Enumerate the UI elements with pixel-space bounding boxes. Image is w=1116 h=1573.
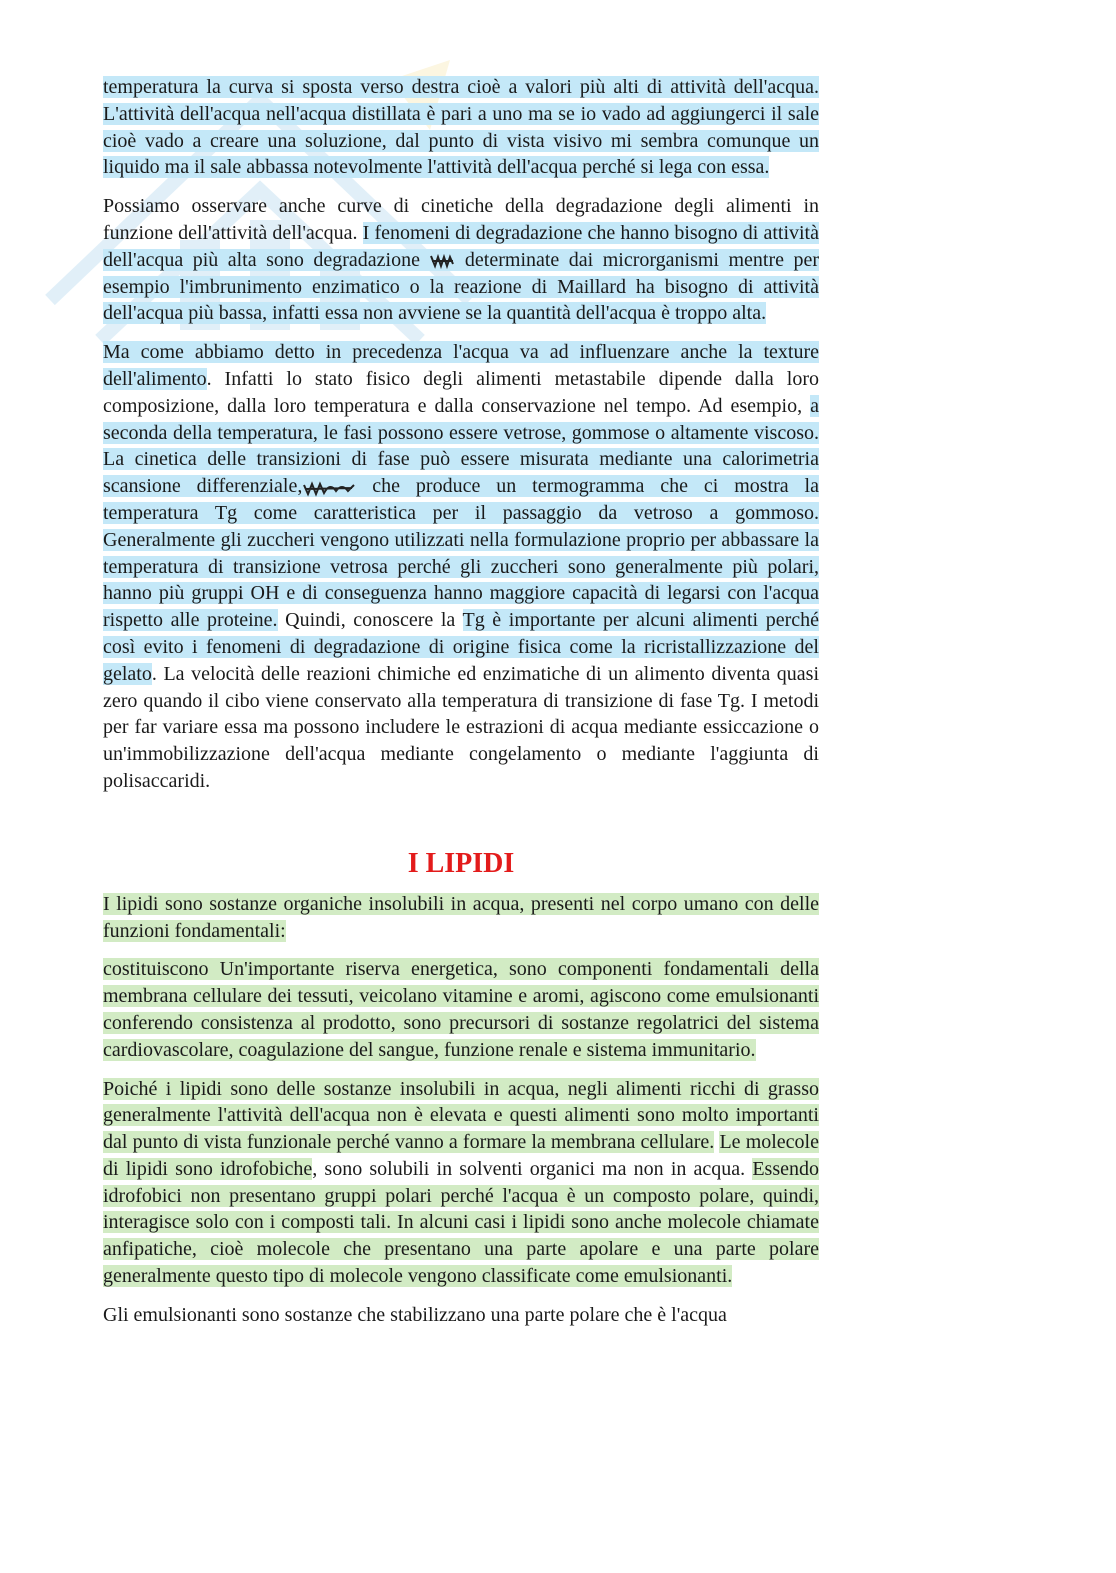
text-run: che produce un termogramma che ci mostra la temperatura Tg come caratteristica per il passaggio da vetroso a gommoso. [103,475,819,524]
text-run: , sono solubili in solventi organici ma non in acqua. [312,1157,753,1180]
highlight-green: Le molecole di lipidi sono idrofobiche [103,1131,819,1180]
highlight-green: Essendo idrofobici non presentano gruppi polari perché l'acqua è un composto polare, quindi, interagisce solo con i composti tali. In alcuni casi i lipidi sono anche molecole chiamate anfipatiche, cioè molecole che presentano una parte apolare e una parte polare generalmente questo tipo di molecole vengono classificate come emulsionanti. [103,1157,819,1288]
highlight-blue: Tg è importante per alcuni alimenti perché così evito i fenomeni di degradazione di origine fisica come la ricristallizzazione del gelato [103,609,819,685]
highlight-green: Poiché i lipidi sono delle sostanze insolubili in acqua, negli alimenti ricchi di grasso generalmente l'attività dell'acqua non è elevata e questi alimenti sono molto importanti dal punto di vista funzionale perché vanno a formare la membrana cellulare. [103,1077,819,1154]
text-run: . Infatti lo stato fisico degli alimenti metastabile dipende dalla loro composizione, dalla loro temperatura e dalla conservazione nel tempo. Ad esempio, [103,367,819,417]
text-run: Gli emulsionanti sono sostanze che stabilizzano una parte polare che è l'acqua [103,1303,727,1326]
highlight-blue [103,448,819,524]
section-heading: I LIPIDI [407,847,515,879]
highlight-blue: Generalmente gli zuccheri vengono utilizzati nella formulazione proprio per abbassare la temperatura di transizione vetrosa perché gli zuccheri sono generalmente più polari, hanno più gruppi OH e di conseguenza hanno maggiore capacità di legarsi con l'acqua rispetto alle proteine. [103,528,819,632]
handwritten-scribble-mark [429,252,455,270]
text-run: I fenomeni di degradazione che hanno bisogno di attività dell'acqua più alta sono degradazione [103,221,819,271]
paragraph-lipids-hydrophobic [103,1076,819,1290]
text-run: Quindi, conoscere la [277,609,463,632]
text-run: Possiamo osservare anche curve di cinetiche della degradazione degli alimenti in funzione dell'attività dell'acqua. [103,195,819,244]
handwritten-scribble-mark [302,479,356,497]
highlight-green: costituiscono Un'importante riserva energetica, sono componenti fondamentali della membrana cellulare dei tessuti, veicolano vitamine e aromi, agiscono come emulsionanti conferendo consistenza al prodotto, sono precursori di sostanze regolatrici del sistema cardiovascolare, coagulazione del sangue, funzione renale e sistema immunitario. [103,958,819,1061]
paragraph-lipids-intro [103,891,819,945]
highlight-blue: temperatura la curva si sposta verso destra cioè a valori più alti di attività dell'acqua. L'attività dell'acqua nell'acqua distillata è pari a uno ma se io vado ad aggiungerci il sale cioè vado a creare una soluzione, dal punto di vista visivo mi sembra comunque un liquido ma il sale abbassa notevolmente l'attività dell'acqua perché si lega con essa. [103,76,819,179]
highlight-green: I lipidi sono sostanze organiche insolubili in acqua, presenti nel corpo umano con delle funzioni fondamentali: [103,892,819,942]
document-page [103,74,819,1341]
highlight-blue: Ma come abbiamo detto in precedenza l'acqua va ad influenzare anche la texture dell'alimento [103,341,819,390]
text-run: . La velocità delle reazioni chimiche ed enzimatiche di un alimento diventa quasi zero quando il cibo viene conservato alla temperatura di transizione di fase Tg. I metodi per far variare essa ma possono includere le estrazioni di acqua mediante essiccazione o un'immobilizzazione dell'acqua mediante congelamento o mediante l'aggiunta di polisaccaridi. [103,662,819,792]
text-run: La cinetica delle transizioni di fase può essere misurata mediante una calorimetria scansione differenziale, [103,448,819,498]
highlight-blue: a seconda della temperatura, le fasi possono essere vetrose, gommose o altamente viscoso. [103,394,819,444]
paragraph-degradation-kinetics [103,193,819,327]
text-run: determinate dai microrganismi mentre per esempio l'imbrunimento enzimatico o la reazione di Maillard ha bisogno di attività dell'acqua più bassa, infatti essa non avviene se la quantità dell'acqua è troppo alta. [103,248,820,325]
paragraph-water-activity-salt [103,74,819,181]
paragraph-lipids-functions [103,956,819,1063]
paragraph-emulsifiers [103,1302,819,1329]
paragraph-texture-glass-transition [103,339,819,795]
